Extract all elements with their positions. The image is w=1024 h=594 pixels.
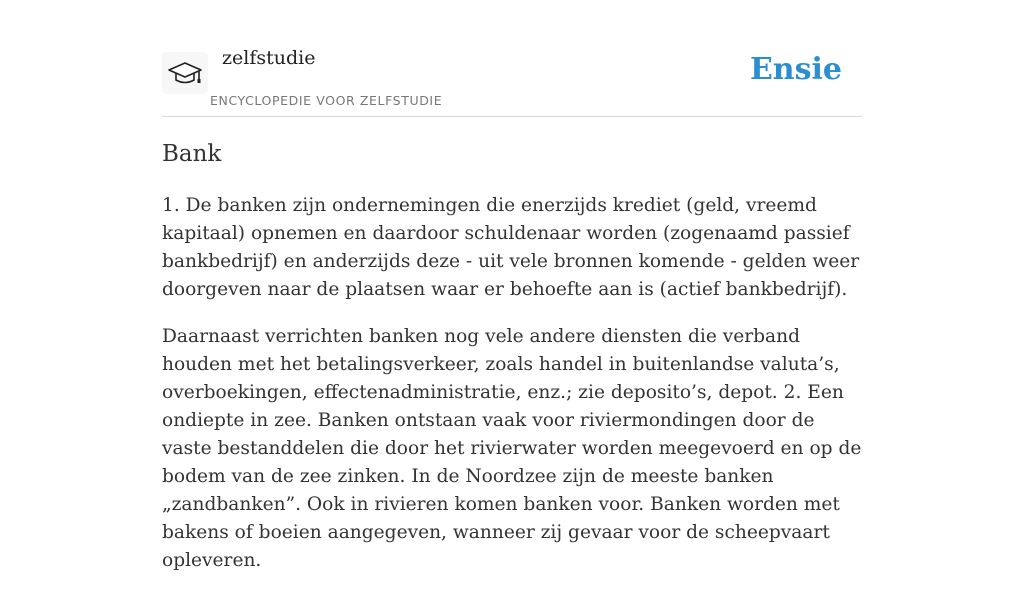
ensie-logo-link[interactable]: Ensie xyxy=(749,52,842,87)
site-name[interactable]: zelfstudie xyxy=(222,47,316,69)
site-tagline: ENCYCLOPEDIE VOOR ZELFSTUDIE xyxy=(210,93,443,108)
site-header xyxy=(162,0,862,117)
article-title: Bank xyxy=(162,141,222,167)
article-body xyxy=(162,192,862,594)
article-paragraph: Daarnaast verrichten banken nog vele andere diensten die verband houden met het betalingsverkeer, zoals handel in buitenlandse valuta’s, overboekingen, effectenadministratie, enz.; zie deposito’s, depot. 2. Een ondiepte in zee. Banken ontstaan vaak voor riviermondingen door de vaste bestanddelen die door het rivierwater worden meegevoerd en op de bodem van de zee zinken. In de Noordzee zijn de meeste banken „zandbanken”. Ook in rivieren komen banken voor. Banken worden met bakens of boeien aangegeven, wanneer zij gevaar voor de scheepvaart opleveren. xyxy=(162,326,862,571)
graduation-cap-icon[interactable] xyxy=(162,52,208,94)
article-paragraph: 1. De banken zijn ondernemingen die enerzijds krediet (geld, vreemd kapitaal) opnemen en daardoor schuldenaar worden (zogenaamd passief bankbedrijf) en anderzijds deze - uit vele bronnen komende - gelden weer doorgeven naar de plaatsen waar er behoefte aan is (actief bankbedrijf). xyxy=(162,195,860,300)
